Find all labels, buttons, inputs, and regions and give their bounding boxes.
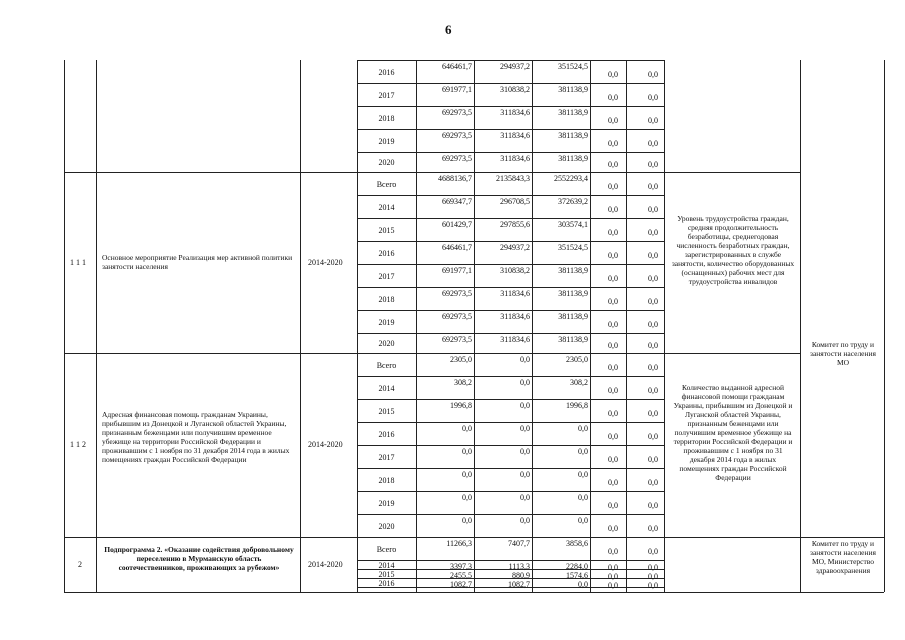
page-number: 6 — [445, 22, 452, 37]
indicator-112: Количество выданной адресной финансовой помощи гражданам Украины, прибывшим из Донецкой и Луганской областей Украины, признанным беженцами или получившим временное убежище на территории Российской Федерации и проживавшим с 1 ноября по 31 декабря 2014 года в жилых помещениях граждан Российской Федерации — [673, 383, 793, 482]
cell-local: 0,0 — [608, 297, 618, 306]
row-rule — [357, 310, 664, 311]
cell-local: 0,0 — [608, 320, 618, 329]
cell-other: 0,0 — [648, 501, 658, 510]
cell-local: 0,0 — [608, 572, 618, 581]
executor-2: Комитет по труду и занятости населения МО, Министерство здравоохранения — [809, 539, 876, 575]
cell-local: 0,0 — [608, 547, 618, 556]
cell-local: 0,0 — [608, 581, 618, 590]
cell-other: 0,0 — [648, 160, 658, 169]
block-rule — [664, 537, 884, 538]
cell-local: 0,0 — [608, 455, 618, 464]
row-code-2: 2 — [78, 560, 82, 569]
row-period-111: 2014-2020 — [308, 258, 343, 267]
cell-regional: 0,0 — [578, 493, 588, 502]
block-rule — [64, 537, 664, 538]
cell-local: 0,0 — [608, 409, 618, 418]
cell-other: 0,0 — [648, 478, 658, 487]
cell-total: 691977,1 — [442, 266, 472, 275]
cell-other: 0,0 — [648, 386, 658, 395]
cell-local: 0,0 — [608, 274, 618, 283]
cell-federal: 0,0 — [520, 447, 530, 456]
cell-local: 0,0 — [608, 524, 618, 533]
indicator-111: Уровень трудоустройства граждан, средняя продолжительность безработицы, среднегодовая численность безработных граждан, зарегистрированных в службе занятости, количество оборудованных (оснащенных) рабочих мест для трудоустройства инвалидов — [671, 214, 795, 286]
row-rule — [357, 218, 664, 219]
row-year: 2017 — [378, 91, 395, 100]
cell-other: 0,0 — [648, 581, 658, 590]
row-rule — [357, 264, 664, 265]
cell-regional: 303574,1 — [558, 220, 588, 229]
cell-federal: 880,9 — [512, 571, 530, 580]
row-year: 2018 — [378, 114, 395, 123]
cell-other: 0,0 — [648, 572, 658, 581]
cell-other: 0,0 — [648, 341, 658, 350]
cell-regional: 3858,6 — [566, 539, 588, 548]
cell-federal: 310838,2 — [500, 266, 530, 275]
row-rule — [357, 287, 664, 288]
cell-other: 0,0 — [648, 116, 658, 125]
cell-local: 0,0 — [608, 116, 618, 125]
row-year: 2019 — [378, 499, 395, 508]
block-rule — [64, 172, 664, 173]
cell-total: 3397,3 — [450, 562, 472, 571]
cell-other: 0,0 — [648, 432, 658, 441]
cell-federal: 0,0 — [520, 424, 530, 433]
row-name-111: Основное мероприятие Реализация мер активной политики занятости населения — [102, 253, 293, 271]
row-year: 2015 — [378, 226, 395, 235]
cell-total: 2455,5 — [450, 571, 472, 580]
cell-regional: 0,0 — [578, 424, 588, 433]
cell-federal: 311834,6 — [500, 335, 530, 344]
block-rule — [664, 353, 800, 354]
row-rule — [357, 491, 664, 492]
row-rule — [357, 83, 664, 84]
cell-total: 4688136,7 — [438, 174, 472, 183]
row-name-2: Подпрограмма 2. «Оказание содействия добровольному переселению в Мурманскую область соотечественников, проживающих за рубежом» — [104, 545, 294, 572]
cell-federal: 311834,6 — [500, 108, 530, 117]
row-year: 2016 — [378, 579, 395, 588]
cell-other: 0,0 — [648, 182, 658, 191]
cell-regional: 381138,9 — [558, 266, 588, 275]
column-rule — [96, 60, 97, 592]
cell-federal: 2135843,3 — [496, 174, 530, 183]
cell-local: 0,0 — [608, 93, 618, 102]
cell-federal: 0,0 — [520, 470, 530, 479]
cell-total: 692973,5 — [442, 108, 472, 117]
row-year: 2019 — [378, 318, 395, 327]
row-year: 2020 — [378, 158, 395, 167]
row-year: 2014 — [378, 561, 395, 570]
column-rule — [884, 60, 885, 592]
row-year: 2014 — [378, 203, 395, 212]
cell-regional: 2552293,4 — [554, 174, 588, 183]
row-rule — [357, 445, 664, 446]
row-rule — [357, 422, 664, 423]
cell-local: 0,0 — [608, 251, 618, 260]
cell-local: 0,0 — [608, 160, 618, 169]
cell-regional: 0,0 — [578, 447, 588, 456]
column-rule — [64, 60, 65, 592]
cell-local: 0,0 — [608, 363, 618, 372]
cell-total: 0,0 — [462, 447, 472, 456]
cell-total: 646461,7 — [442, 62, 472, 71]
row-rule — [357, 468, 664, 469]
column-rule — [800, 60, 801, 592]
row-year: Всего — [376, 545, 397, 554]
cell-total: 692973,5 — [442, 289, 472, 298]
row-year: 2016 — [378, 249, 395, 258]
row-rule — [357, 106, 664, 107]
row-code-112: 1 1 2 — [70, 440, 86, 449]
cell-regional: 2305,0 — [566, 355, 588, 364]
cell-federal: 311834,6 — [500, 154, 530, 163]
cell-federal: 1113,3 — [508, 562, 530, 571]
row-year: Всего — [376, 361, 397, 370]
cell-federal: 311834,6 — [500, 289, 530, 298]
cell-federal: 0,0 — [520, 355, 530, 364]
cell-regional: 2284,0 — [566, 562, 588, 571]
cell-regional: 1574,6 — [566, 571, 588, 580]
cell-local: 0,0 — [608, 70, 618, 79]
cell-total: 691977,1 — [442, 85, 472, 94]
cell-federal: 1082,7 — [508, 580, 530, 589]
cell-regional: 381138,9 — [558, 85, 588, 94]
cell-regional: 0,0 — [578, 580, 588, 589]
row-period-2: 2014-2020 — [308, 560, 343, 569]
cell-total: 669347,7 — [442, 197, 472, 206]
cell-local: 0,0 — [608, 205, 618, 214]
cell-regional: 0,0 — [578, 516, 588, 525]
row-rule — [357, 241, 664, 242]
cell-federal: 294937,2 — [500, 62, 530, 71]
block-rule — [664, 172, 800, 173]
row-year: 2015 — [378, 407, 395, 416]
cell-other: 0,0 — [648, 228, 658, 237]
cell-regional: 381138,9 — [558, 335, 588, 344]
row-period-112: 2014-2020 — [308, 440, 343, 449]
cell-regional: 381138,9 — [558, 131, 588, 140]
cell-total: 0,0 — [462, 470, 472, 479]
cell-other: 0,0 — [648, 409, 658, 418]
row-year: 2019 — [378, 137, 395, 146]
cell-other: 0,0 — [648, 320, 658, 329]
row-rule — [357, 152, 664, 153]
cell-local: 0,0 — [608, 563, 618, 572]
cell-total: 1082,7 — [450, 580, 472, 589]
row-name-112: Адресная финансовая помощь гражданам Украины, прибывшим из Донецкой и Луганской областей Украины, признанным беженцами или получившим временное убежище на территории Российской Федерации и проживавшим с 1 ноября по 31 декабря 2014 года в жилых помещениях граждан Российской Федерации — [102, 410, 290, 464]
row-year: 2014 — [378, 384, 395, 393]
cell-total: 692973,5 — [442, 154, 472, 163]
cell-regional: 0,0 — [578, 470, 588, 479]
row-rule — [357, 333, 664, 334]
cell-other: 0,0 — [648, 274, 658, 283]
column-rule — [664, 60, 665, 592]
block-rule — [64, 353, 664, 354]
cell-other: 0,0 — [648, 547, 658, 556]
cell-federal: 294937,2 — [500, 243, 530, 252]
cell-regional: 351524,5 — [558, 243, 588, 252]
cell-local: 0,0 — [608, 228, 618, 237]
cell-other: 0,0 — [648, 297, 658, 306]
row-rule — [357, 129, 664, 130]
cell-federal: 7407,7 — [508, 539, 530, 548]
cell-local: 0,0 — [608, 386, 618, 395]
column-rule — [300, 60, 301, 592]
row-year: 2018 — [378, 295, 395, 304]
row-year: 2017 — [378, 453, 395, 462]
cell-regional: 381138,9 — [558, 312, 588, 321]
cell-federal: 311834,6 — [500, 131, 530, 140]
row-year: 2020 — [378, 522, 395, 531]
cell-total: 0,0 — [462, 424, 472, 433]
cell-federal: 310838,2 — [500, 85, 530, 94]
cell-other: 0,0 — [648, 363, 658, 372]
cell-other: 0,0 — [648, 93, 658, 102]
cell-federal: 0,0 — [520, 401, 530, 410]
row-year: 2017 — [378, 272, 395, 281]
row-rule — [357, 376, 664, 377]
row-rule — [357, 195, 664, 196]
cell-total: 692973,5 — [442, 312, 472, 321]
cell-other: 0,0 — [648, 205, 658, 214]
cell-federal: 296708,5 — [500, 197, 530, 206]
cell-regional: 381138,9 — [558, 289, 588, 298]
cell-regional: 1996,8 — [566, 401, 588, 410]
cell-total: 11266,3 — [446, 539, 472, 548]
executor-1: Комитет по труду и занятости населения МО — [809, 340, 876, 367]
row-year: 2016 — [378, 68, 395, 77]
cell-total: 692973,5 — [442, 335, 472, 344]
cell-other: 0,0 — [648, 70, 658, 79]
cell-local: 0,0 — [608, 478, 618, 487]
cell-local: 0,0 — [608, 182, 618, 191]
row-year: 2016 — [378, 430, 395, 439]
row-year: Всего — [376, 180, 397, 189]
cell-federal: 0,0 — [520, 378, 530, 387]
cell-total: 2305,0 — [450, 355, 472, 364]
cell-federal: 311834,6 — [500, 312, 530, 321]
row-code-111: 1 1 1 — [70, 258, 86, 267]
cell-other: 0,0 — [648, 251, 658, 260]
cell-total: 601429,7 — [442, 220, 472, 229]
cell-total: 646461,7 — [442, 243, 472, 252]
cell-local: 0,0 — [608, 432, 618, 441]
cell-regional: 351524,5 — [558, 62, 588, 71]
row-rule — [357, 514, 664, 515]
cell-total: 1996,8 — [450, 401, 472, 410]
row-rule — [357, 399, 664, 400]
cell-total: 308,2 — [454, 378, 472, 387]
cell-regional: 381138,9 — [558, 154, 588, 163]
bottom-rule — [64, 592, 884, 593]
cell-federal: 297855,6 — [500, 220, 530, 229]
row-year: 2020 — [378, 339, 395, 348]
cell-regional: 381138,9 — [558, 108, 588, 117]
cell-regional: 372639,2 — [558, 197, 588, 206]
row-rule — [357, 60, 664, 61]
cell-other: 0,0 — [648, 455, 658, 464]
cell-local: 0,0 — [608, 139, 618, 148]
row-year: 2015 — [378, 570, 395, 579]
cell-other: 0,0 — [648, 139, 658, 148]
cell-other: 0,0 — [648, 563, 658, 572]
row-year: 2018 — [378, 476, 395, 485]
cell-total: 692973,5 — [442, 131, 472, 140]
cell-local: 0,0 — [608, 501, 618, 510]
cell-total: 0,0 — [462, 516, 472, 525]
cell-federal: 0,0 — [520, 516, 530, 525]
cell-total: 0,0 — [462, 493, 472, 502]
cell-other: 0,0 — [648, 524, 658, 533]
cell-local: 0,0 — [608, 341, 618, 350]
cell-regional: 308,2 — [570, 378, 588, 387]
cell-federal: 0,0 — [520, 493, 530, 502]
